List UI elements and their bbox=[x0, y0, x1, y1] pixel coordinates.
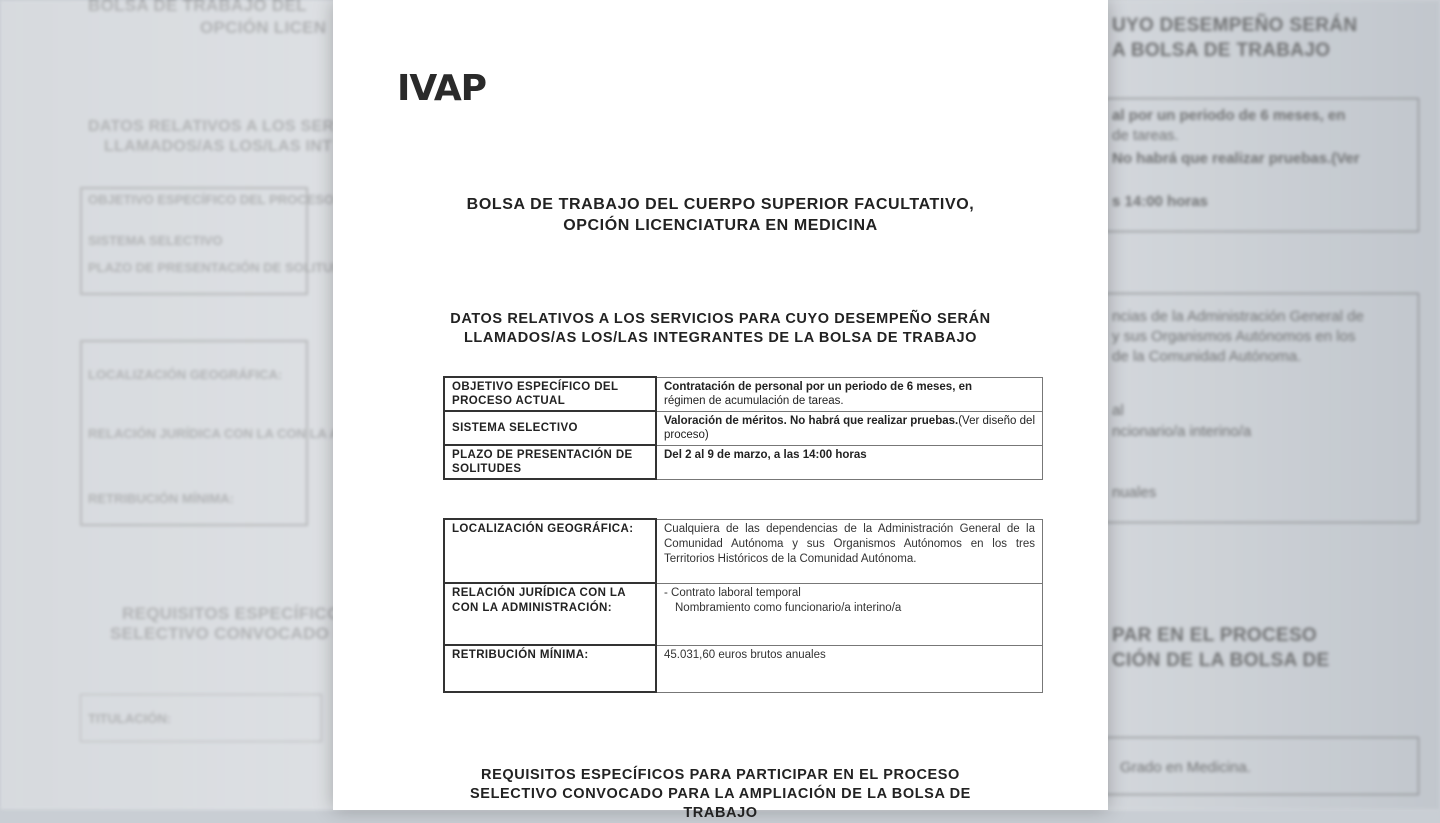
plazo-label: PLAZO DE PRESENTACIÓN DE SOLITUDES bbox=[444, 445, 656, 479]
bg-r-loc-3: de la Comunidad Autónoma. bbox=[1112, 348, 1302, 365]
sistema-value-sub: (Ver diseño del proceso) bbox=[664, 414, 1035, 441]
section-heading-requirements-line-3: TRABAJO bbox=[683, 805, 758, 821]
relacion-item-1: - Contrato laboral temporal bbox=[664, 586, 801, 599]
section-heading-requirements-line-1: REQUISITOS ESPECÍFICOS PARA PARTICIPAR EN EL PROCESO bbox=[481, 767, 960, 783]
bg-r-row-1: al por un periodo de 6 meses, en bbox=[1112, 107, 1346, 124]
bg-r-row-3: s 14:00 horas bbox=[1112, 193, 1208, 210]
objetivo-label: OBJETIVO ESPECÍFICO DEL PROCESO ACTUAL bbox=[444, 377, 656, 411]
bg-r-rel-2: ncionario/a interino/a bbox=[1112, 423, 1252, 440]
bg-r-loc-1: ncias de la Administración General de bbox=[1112, 308, 1364, 325]
sistema-value-main: Valoración de méritos. No habrá que realizar pruebas. bbox=[664, 414, 959, 427]
retribucion-value: 45.031,60 euros brutos anuales bbox=[656, 645, 1043, 692]
document-page bbox=[333, 0, 1108, 821]
table-row bbox=[444, 377, 1043, 411]
objetivo-value bbox=[656, 377, 1043, 411]
table-row bbox=[444, 445, 1043, 479]
retribucion-label: RETRIBUCIÓN MÍNIMA: bbox=[444, 645, 656, 692]
relacion-label: RELACIÓN JURÍDICA CON LA CON LA ADMINISTRACIÓN: bbox=[444, 583, 656, 645]
relacion-item-2: Nombramiento como funcionario/a interino/a bbox=[675, 601, 902, 614]
section-heading-services bbox=[333, 310, 1108, 348]
table-row bbox=[444, 645, 1043, 692]
document-title-line-2: OPCIÓN LICENCIATURA EN MEDICINA bbox=[563, 217, 878, 234]
objetivo-value-main: Contratación de personal por un periodo de 6 meses, en bbox=[664, 380, 973, 393]
table-row bbox=[444, 583, 1043, 645]
bg-r-req-2: CIÓN DE LA BOLSA DE bbox=[1112, 650, 1330, 671]
sistema-value bbox=[656, 411, 1043, 445]
bg-r-ret: nuales bbox=[1112, 484, 1157, 501]
table-row bbox=[444, 411, 1043, 445]
section-heading-services-line-2: LLAMADOS/AS LOS/LAS INTEGRANTES DE LA BOLSA DE TRABAJO bbox=[463, 330, 978, 346]
document-title-line-1: BOLSA DE TRABAJO DEL CUERPO SUPERIOR FACULTATIVO, bbox=[466, 196, 975, 213]
section-heading-services-line-1: DATOS RELATIVOS A LOS SERVICIOS PARA CUYO DESEMPEÑO SERÁN bbox=[450, 311, 991, 327]
section-heading-requirements-line-2: SELECTIVO CONVOCADO PARA LA AMPLIACIÓN DE LA BOLSA DE bbox=[470, 786, 971, 802]
bg-r-req-1: PAR EN EL PROCESO bbox=[1112, 625, 1317, 646]
bg-r-heading-1: UYO DESEMPEÑO SERÁN bbox=[1112, 15, 1358, 36]
section-heading-requirements bbox=[333, 766, 1108, 823]
sistema-label: SISTEMA SELECTIVO bbox=[444, 411, 656, 445]
service-info-table bbox=[443, 518, 1043, 693]
bg-r-rel-1: al bbox=[1112, 402, 1124, 419]
table-row bbox=[444, 519, 1043, 583]
bg-r-loc-2: y sus Organismos Autónomos en los bbox=[1112, 328, 1356, 345]
ivap-logo: IVAP bbox=[397, 68, 487, 109]
plazo-value: Del 2 al 9 de marzo, a las 14:00 horas bbox=[656, 445, 1043, 479]
localizacion-label: LOCALIZACIÓN GEOGRÁFICA: bbox=[444, 519, 656, 583]
bg-r-grado: Grado en Medicina. bbox=[1120, 759, 1251, 776]
bg-r-row-1b: de tareas. bbox=[1112, 127, 1179, 144]
bg-r-row-2: No habrá que realizar pruebas.(Ver bbox=[1112, 150, 1360, 167]
objetivo-value-sub: régimen de acumulación de tareas. bbox=[664, 394, 844, 407]
document-title bbox=[333, 194, 1108, 236]
bg-r-heading-2: A BOLSA DE TRABAJO bbox=[1112, 40, 1331, 61]
relacion-value bbox=[656, 583, 1043, 645]
localizacion-value: Cualquiera de las dependencias de la Administración General de la Comunidad Autónoma y sus Organismos Autónomos en los tres Territorios Históricos de la Comunidad Autónoma. bbox=[656, 519, 1043, 583]
process-info-table bbox=[443, 376, 1043, 480]
